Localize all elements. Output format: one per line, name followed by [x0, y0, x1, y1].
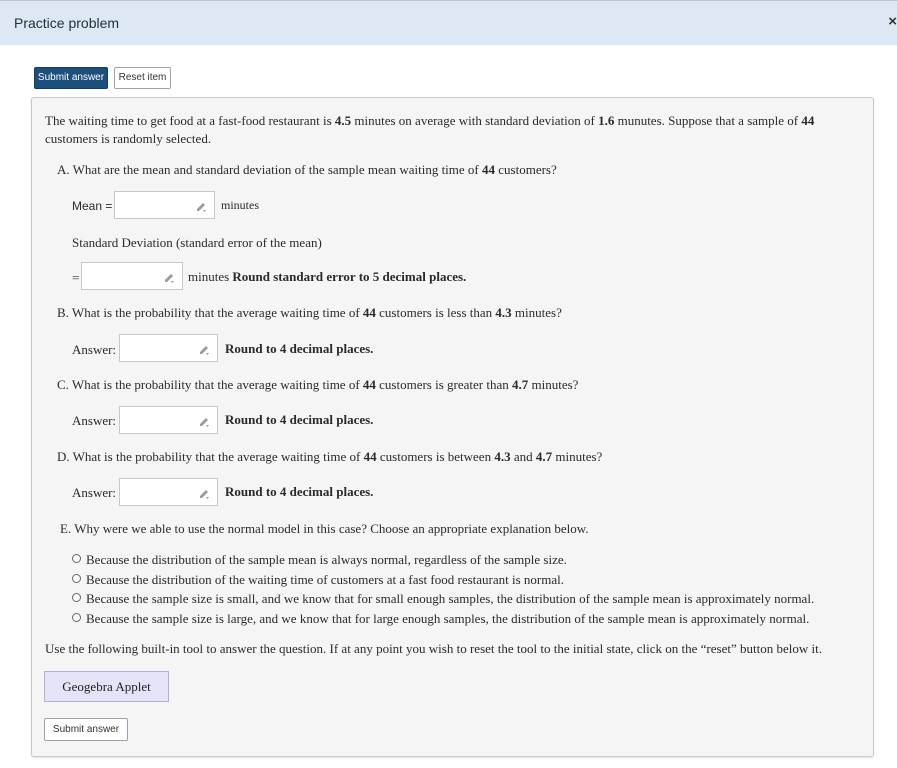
pencil-icon — [198, 415, 210, 427]
sd-value: 1.6 — [598, 113, 615, 128]
option-4[interactable]: Because the sample size is large, and we know that for large enough samples, the distribution of the sample mean is approximately normal. — [72, 611, 809, 627]
part-e-question: E. Why were we able to use the normal model in this case? Choose an appropriate explanation below. — [60, 521, 589, 536]
radio-icon[interactable] — [72, 593, 81, 602]
close-icon[interactable]: × — [888, 13, 897, 30]
sd-rounding-note: Round standard error to 5 decimal places. — [232, 269, 467, 284]
pencil-icon — [195, 200, 207, 212]
radio-icon[interactable] — [72, 554, 81, 563]
mean-unit: minutes — [221, 198, 259, 212]
part-d-rounding-note: Round to 4 decimal places. — [225, 484, 374, 499]
part-c-rounding-note: Round to 4 decimal places. — [225, 412, 374, 427]
pencil-icon — [198, 487, 210, 499]
sd-heading: Standard Deviation (standard error of the mean) — [72, 235, 322, 250]
page-title: Practice problem — [14, 15, 120, 31]
submit-answer-button-bottom[interactable]: Submit answer — [44, 718, 128, 741]
part-a-question: A. What are the mean and standard deviation of the sample mean waiting time of 44 customers? — [57, 162, 557, 177]
tool-instruction: Use the following built-in tool to answer the question. If at any point you wish to reset the tool to the initial state, click on the “reset” button below it. — [45, 641, 822, 656]
part-b-rounding-note: Round to 4 decimal places. — [225, 341, 374, 356]
option-1[interactable]: Because the distribution of the sample mean is always normal, regardless of the sample size. — [72, 552, 567, 568]
submit-answer-button[interactable]: Submit answer — [34, 67, 108, 89]
problem-intro-line-1: The waiting time to get food at a fast-food restaurant is 4.5 minutes on average with standard deviation of 1.6 munutes. Suppose that a sample of 44 — [45, 113, 815, 128]
pencil-icon — [198, 343, 210, 355]
part-d-answer-input[interactable] — [119, 478, 218, 506]
mean-value: 4.5 — [334, 113, 352, 128]
sd-input[interactable] — [81, 262, 183, 290]
part-d-answer-label: Answer: — [72, 485, 117, 500]
option-3[interactable]: Because the sample size is small, and we know that for small enough samples, the distribution of the sample mean is approximately normal. — [72, 591, 814, 607]
reset-item-button[interactable]: Reset item — [114, 67, 171, 89]
pencil-icon — [163, 271, 175, 283]
geogebra-applet-button[interactable]: Geogebra Applet — [44, 671, 169, 702]
part-b-answer-input[interactable] — [119, 334, 218, 362]
part-c-question: C. What is the probability that the average waiting time of 44 customers is greater than 4.7 minutes? — [57, 377, 579, 392]
mean-label: Mean = — [72, 199, 113, 213]
part-b-question: B. What is the probability that the average waiting time of 44 customers is less than 4.3 minutes? — [57, 305, 562, 320]
part-c-answer-label: Answer: — [72, 413, 117, 428]
problem-intro-line-2: customers is randomly selected. — [45, 131, 212, 146]
header-bar — [0, 0, 897, 45]
sample-size-value: 44 — [801, 113, 815, 128]
part-b-answer-label: Answer: — [72, 342, 117, 357]
part-d-question: D. What is the probability that the average waiting time of 44 customers is between 4.3 and 4.7 minutes? — [57, 449, 603, 464]
sd-equals: = — [72, 270, 80, 285]
radio-icon[interactable] — [72, 613, 81, 622]
sd-unit-and-note: minutes Round standard error to 5 decimal places. — [188, 269, 467, 284]
radio-icon[interactable] — [72, 574, 81, 583]
option-2[interactable]: Because the distribution of the waiting time of customers at a fast food restaurant is normal. — [72, 572, 564, 588]
mean-input[interactable] — [114, 191, 215, 219]
part-c-answer-input[interactable] — [119, 406, 218, 434]
